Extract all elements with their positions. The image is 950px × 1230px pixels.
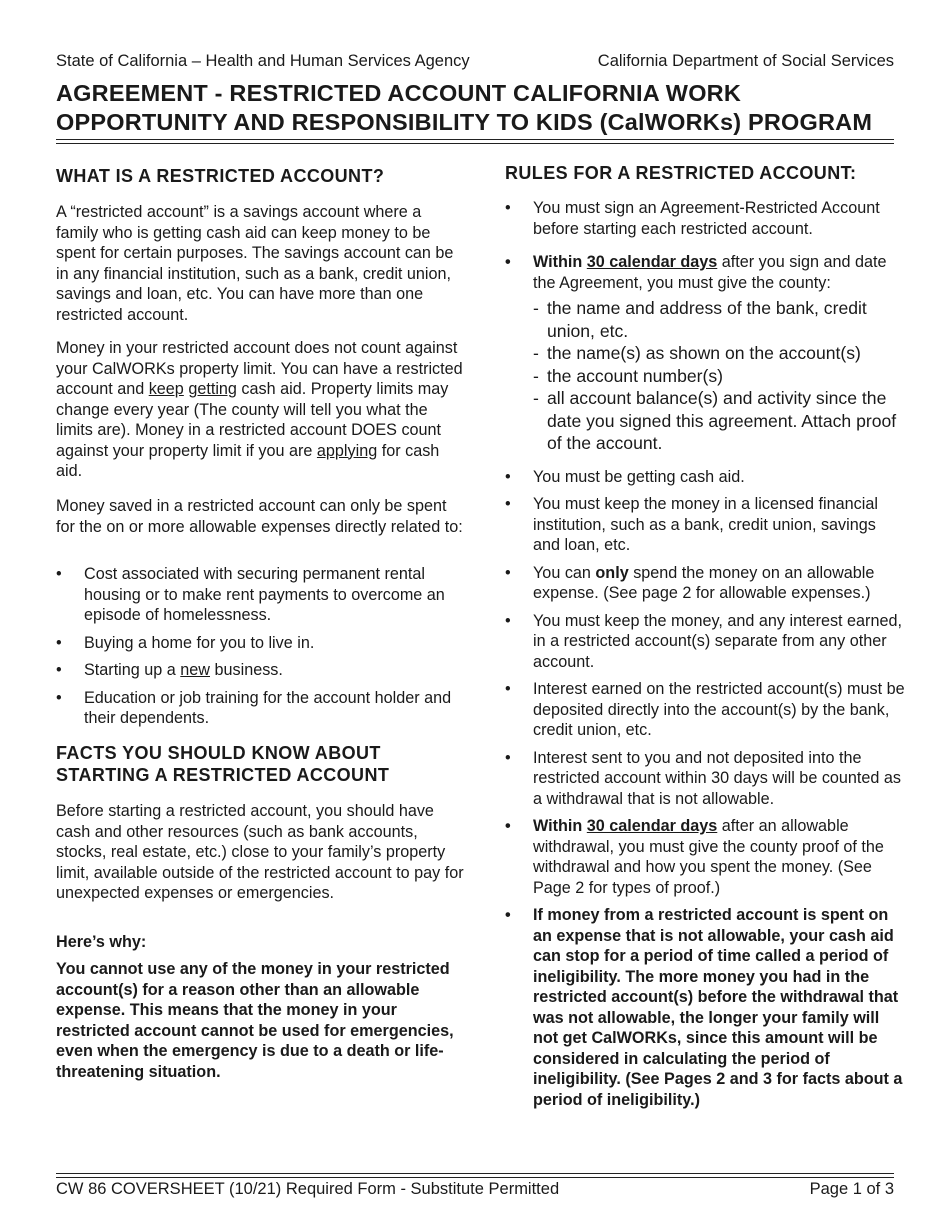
list-item: • You must keep the money, and any interest earned, in a restricted account(s) separate from any other account. [505,611,905,673]
what-paragraph-1: A “restricted account” is a savings account where a family who is getting cash aid can keep money to be spent for certain purposes. The savings account can be in any financial institution, such as a bank, credit union, savings and loan, etc. You can have more than one restricted account. [56,203,454,324]
rules-heading: RULES FOR A RESTRICTED ACCOUNT: [505,163,857,183]
list-item [505,563,905,604]
document-page [56,0,905,1230]
text: Starting up a [84,661,181,679]
facts-paragraph-1: Before starting a restricted account, you should have cash and other resources (such as bank accounts, stocks, real estate, etc.) close to your family’s property limit, available outside of the restricted account to pay for unexpected expenses or emergencies. [56,802,464,902]
county-info-list [505,297,905,455]
text: after an allowable withdrawal, you must give the county proof of the withdrawal and how you spent the money. (See Page 2 for types of proof.) [533,817,884,897]
agency-left: State of California – Health and Human Services Agency [56,52,470,70]
facts-heading-line-1: FACTS YOU SHOULD KNOW ABOUT [56,743,381,763]
deadline-text: 30 calendar days [586,253,718,271]
facts-heading-line-2: STARTING A RESTRICTED ACCOUNT [56,765,390,785]
text: You can [533,563,596,582]
allowable-uses-list [56,564,466,729]
page-title [56,79,894,137]
agency-header [56,52,894,71]
text: Within [533,817,587,835]
text: Within [533,253,587,271]
list-item: • Education or job training for the account holder and their dependents. [56,688,466,729]
header-divider [56,143,894,144]
list-item: - all account balance(s) and activity since the date you signed this agreement. Attach proof of the account. [505,387,905,455]
what-paragraph-3: Money saved in a restricted account can only be spent for the on or more allowable expenses directly related to: [56,497,463,536]
list-item: • You must keep the money in a licensed financial institution, such as a bank, credit union, savings and loan, etc. [505,494,905,556]
form-id: CW 86 COVERSHEET (10/21) Required Form - Substitute Permitted [56,1180,560,1198]
list-item: • Buying a home for you to live in. [56,633,466,654]
list-item: - the account number(s) [505,365,905,388]
text: for cash aid. [56,441,440,480]
list-item: • Interest earned on the restricted account(s) must be deposited directly into the account(s) by the bank, credit union, etc. [505,679,905,741]
what-paragraph-2 [56,338,466,482]
agency-right: California Department of Social Services [597,52,894,70]
text: spend the money on an allowable expense. (See page 2 for allowable expenses.) [533,563,875,602]
text: Money in your restricted account does not count against your CalWORKs property limit. You can have a restricted account and [56,339,463,398]
underline-new: new [180,661,210,679]
emphasis-only: only [595,563,629,582]
rules-list [505,198,905,1110]
heres-why-label: Here’s why: [56,933,147,951]
text: cash aid. Property limits may change every year (The county will tell you what the limits are). Money in a restricted account DOES count against your property limit if you are [56,380,449,460]
underline-applying: applying [316,441,378,460]
page-footer [56,1180,894,1199]
what-heading: WHAT IS A RESTRICTED ACCOUNT? [56,166,385,186]
header-divider [56,139,894,140]
underline-getting: getting [188,380,237,398]
page-number: Page 1 of 3 [809,1180,894,1198]
list-item [505,816,905,898]
list-item [56,660,466,681]
list-item: • Cost associated with securing permanent rental housing or to make rent payments to overcome an episode of homelessness. [56,564,466,626]
title-line-2: OPPORTUNITY AND RESPONSIBILITY TO KIDS (CalWORKs) PROGRAM [56,109,873,135]
title-line-1: AGREEMENT - RESTRICTED ACCOUNT CALIFORNIA WORK [56,80,742,106]
text: business. [210,661,283,679]
list-item: • Interest sent to you and not deposited into the restricted account within 30 days will be counted as a withdrawal that is not allowable. [505,748,905,810]
deadline-text: 30 calendar days [586,817,718,835]
list-item: • If money from a restricted account is spent on an expense that is not allowable, your cash aid can stop for a period of time called a period of ineligibility. The more money you had in the restricted account(s) before the withdrawal that was not allowable, the longer your family will not get CalWORKs, since this amount will be considered in calculating the period of ineligibility. (See Pages 2 and 3 for facts about a period of ineligibility.) [505,905,905,1110]
list-item [505,252,905,455]
list-item: • You must sign an Agreement-Restricted Account before starting each restricted account. [505,198,905,239]
list-item: - the name and address of the bank, credit union, etc. [505,297,905,342]
list-item: - the name(s) as shown on the account(s) [505,342,905,365]
text: after you sign and date the Agreement, you must give the county: [533,253,887,292]
facts-heading [56,742,466,786]
underline-keep: keep [148,380,184,398]
footer-divider [56,1177,894,1178]
facts-paragraph-2: You cannot use any of the money in your restricted account(s) for a reason other than an allowable expense. This means that the money in your restricted account cannot be used for emergencies, even when the emergency is due to a death or life-threatening situation. [56,960,454,1081]
list-item: • You must be getting cash aid. [505,467,905,488]
footer-divider [56,1173,894,1174]
